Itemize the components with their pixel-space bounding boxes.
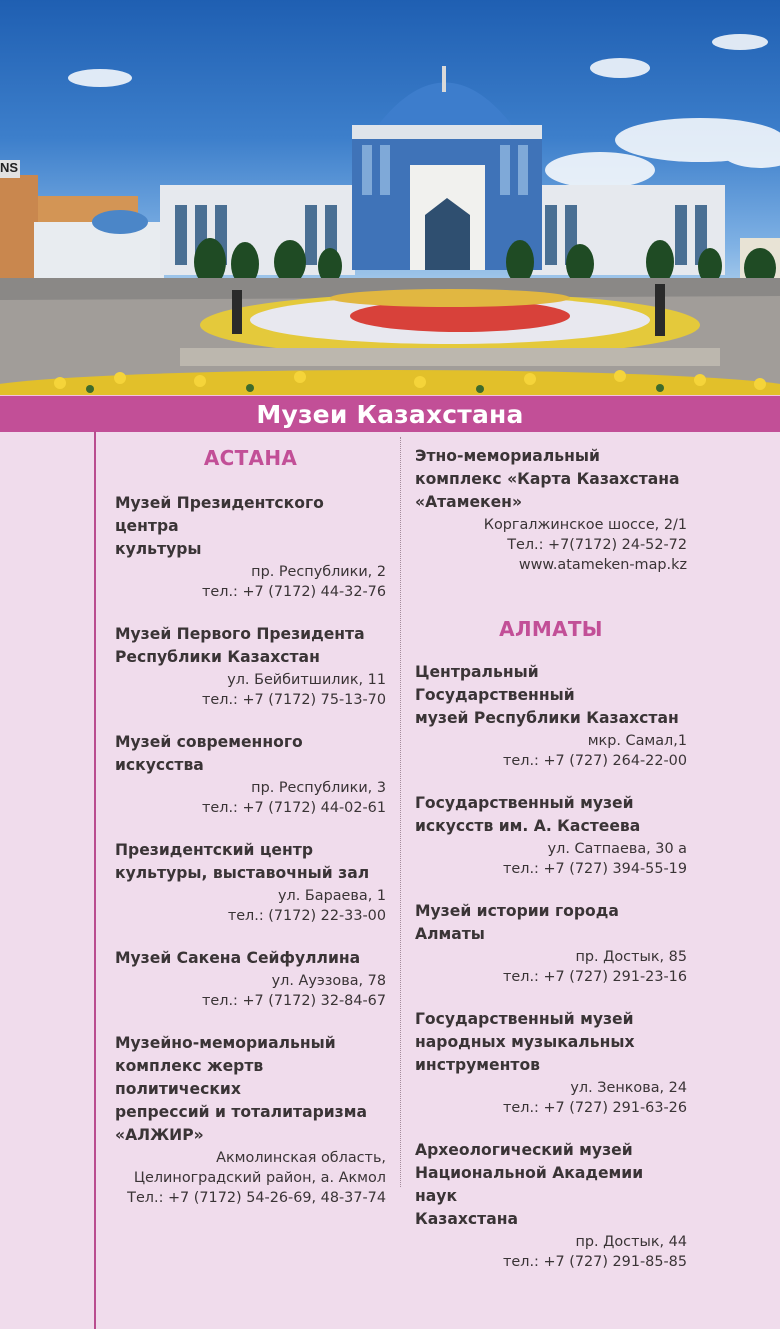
museum-entry (415, 900, 687, 987)
museum-name: Государственный музей (415, 1010, 634, 1028)
astana-column (115, 431, 386, 1208)
museum-photo-illustration (0, 0, 780, 395)
museum-address: пр. Достык, 44 (575, 1234, 687, 1250)
museum-phone: тел.: +7 (7172) 44-02-61 (202, 800, 386, 816)
museum-address: пр. Достык, 85 (575, 949, 687, 965)
museum-name: комплекс жертв политических (115, 1057, 264, 1098)
museum-name: инструментов (415, 1056, 541, 1074)
museum-name: культуры, выставочный зал (115, 864, 370, 882)
museum-name: Казахстана (415, 1210, 519, 1228)
header-photo-museum-building (0, 0, 780, 395)
astana-heading: АСТАНА (203, 446, 298, 470)
museum-name: Национальной Академии наук (415, 1164, 644, 1205)
museum-address: Коргалжинское шоссе, 2/1 (483, 517, 687, 533)
museum-name: «АЛЖИР» (115, 1126, 204, 1144)
museum-phone: тел.: +7 (727) 291-23-16 (503, 969, 687, 985)
museum-address: ул. Бараева, 1 (278, 888, 386, 904)
museum-entry (115, 623, 386, 710)
museum-entry (115, 1032, 386, 1208)
museum-entry (115, 492, 386, 602)
museum-name: искусств им. А. Кастеева (415, 817, 641, 835)
museum-name: Музей современного искусства (115, 733, 303, 774)
building-sign: NS (0, 160, 19, 175)
museum-phone: тел.: +7 (727) 264-22-00 (503, 753, 687, 769)
almaty-heading: АЛМАТЫ (499, 617, 603, 641)
left-tower (0, 175, 38, 280)
museum-phone: тел.: +7 (727) 291-63-26 (503, 1100, 687, 1116)
museum-name: музей Республики Казахстан (415, 709, 679, 727)
museum-address: ул. Бейбитшилик, 11 (227, 672, 386, 688)
museum-name: Музей Сакена Сейфуллина (115, 949, 361, 967)
museum-entry (415, 792, 687, 879)
museum-address: пр. Республики, 3 (251, 780, 386, 796)
museum-entry (115, 839, 386, 926)
museum-address: мкр. Самал,1 (587, 733, 687, 749)
museum-phone: тел.: +7 (7172) 44-32-76 (202, 584, 386, 600)
museum-phone: тел.: +7 (7172) 32-84-67 (202, 993, 386, 1009)
museum-name: Президентский центр (115, 841, 313, 859)
museum-entry (415, 1008, 687, 1118)
museum-phone: тел.: +7 (727) 291-85-85 (503, 1254, 687, 1270)
museum-name: народных музыкальных (415, 1033, 635, 1051)
column-divider (400, 437, 401, 1187)
museum-phone: тел.: +7 (727) 394-55-19 (503, 861, 687, 877)
museum-name: Этно-мемориальный (415, 447, 600, 465)
museum-entry (115, 731, 386, 818)
museum-name: культуры (115, 540, 202, 558)
right-column (415, 431, 687, 1272)
museum-phone: тел.: (7172) 22-33-00 (227, 908, 386, 924)
museum-address: ул. Зенкова, 24 (570, 1080, 687, 1096)
page-title: Музеи Казахстана (256, 399, 524, 429)
museum-entry (115, 947, 386, 1011)
museum-phone: Тел.: +7(7172) 24-52-72 (507, 537, 687, 553)
museum-entry (415, 1139, 687, 1272)
museum-name: Центральный Государственный (415, 663, 575, 704)
museum-name: Музей Президентского центра (115, 494, 324, 535)
museum-entry (415, 445, 687, 575)
museum-name: Музей Первого Президента (115, 625, 365, 643)
museum-name: Музейно-мемориальный (115, 1034, 336, 1052)
museum-address: пр. Республики, 2 (251, 564, 386, 580)
museum-entry (415, 661, 687, 771)
museum-phone: тел.: +7 (7172) 75-13-70 (202, 692, 386, 708)
title-band (0, 395, 780, 432)
museum-name: Музей истории города Алматы (415, 902, 619, 943)
museum-address: ул. Ауэзова, 78 (271, 973, 386, 989)
museum-name: Республики Казахстан (115, 648, 320, 666)
museum-address: Целиноградский район, а. Акмол (133, 1170, 386, 1186)
museum-name: «Атамекен» (415, 493, 523, 511)
left-margin-rule (94, 431, 96, 1329)
museum-address: Акмолинская область, (216, 1150, 386, 1166)
museum-name: Археологический музей (415, 1141, 633, 1159)
museum-phone: Тел.: +7 (7172) 54-26-69, 48-37-74 (127, 1190, 386, 1206)
museum-name: репрессий и тоталитаризма (115, 1103, 368, 1121)
museum-name: комплекс «Карта Казахстана (415, 470, 680, 488)
museum-address: ул. Сатпаева, 30 а (547, 841, 687, 857)
museum-name: Государственный музей (415, 794, 634, 812)
museum-website: www.atameken-map.kz (518, 557, 687, 573)
